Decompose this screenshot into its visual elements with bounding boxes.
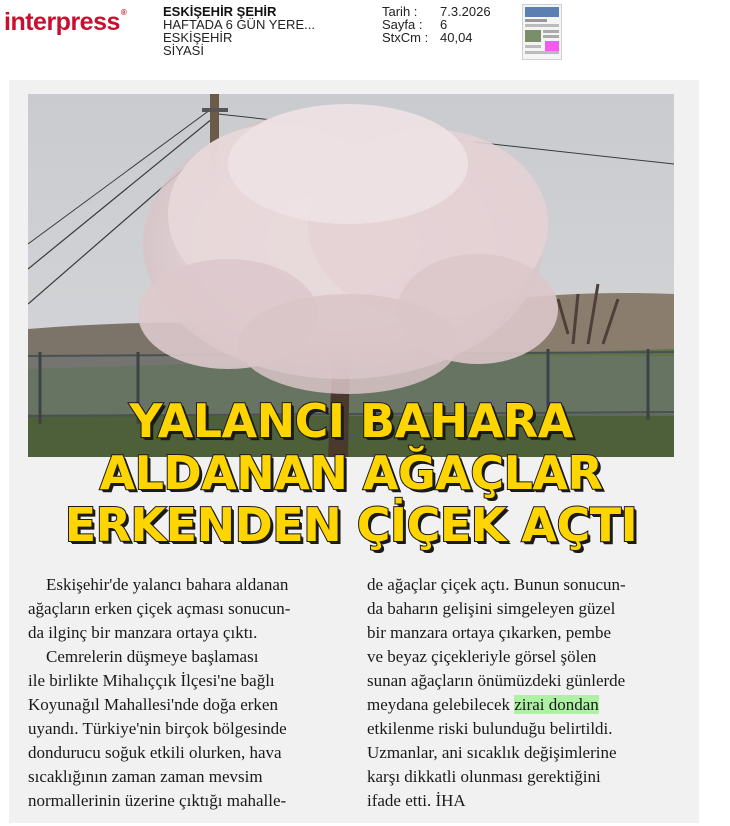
text-line: karşı dikkatli olunması gerektiğini: [367, 767, 601, 786]
text-line: da ilginç bir manzara ortaya çıktı.: [28, 623, 258, 642]
article-column-right: [367, 573, 687, 813]
text-line: sıcaklığının zaman zaman mevsim: [28, 767, 263, 786]
publication-name: ESKİŞEHİR ŞEHİR: [163, 4, 277, 19]
date-label: Tarih :: [382, 4, 418, 19]
size-value: 40,04: [440, 30, 473, 45]
interpress-logo: interpress®: [4, 8, 127, 36]
size-label: StxCm :: [382, 30, 429, 45]
text-line: Uzmanlar, ani sıcaklık değişimlerine: [367, 743, 617, 762]
text-line: Cemrelerin düşmeye başlaması: [46, 647, 259, 666]
date-value: 7.3.2026: [440, 4, 491, 19]
paragraph-2: [28, 645, 348, 813]
headline-line-1: YALANCI BAHARA: [129, 394, 573, 448]
text-line: ve beyaz çiçekleriyle görsel şölen: [367, 647, 597, 666]
clipping-meta: [382, 5, 491, 44]
text-line: da baharın gelişini simgeleyen güzel: [367, 599, 616, 618]
text-line: sunan ağaçların önümüzdeki günlerde: [367, 671, 626, 690]
text-line: ağaçların erken çiçek açması sonucun-: [28, 599, 291, 618]
text-fragment: meydana gelebilecek: [367, 695, 515, 714]
text-line: ifade etti. İHA: [367, 791, 466, 810]
text-line: Koyunağıl Mahallesi'nde doğa erken: [28, 695, 278, 714]
text-line: ile birlikte Mihalıççık İlçesi'ne bağlı: [28, 671, 275, 690]
paragraph-2-continued: [367, 573, 687, 813]
newspaper-page-thumbnail[interactable]: [522, 4, 562, 60]
text-line: normallerinin üzerine çıktığı mahalle-: [28, 791, 287, 810]
text-line: bir manzara ortaya çıkarken, pembe: [367, 623, 612, 642]
size-row: [382, 31, 491, 44]
headline: [20, 395, 682, 551]
article-column-left: [28, 573, 348, 813]
text-line: etkilenme riski bulunduğu belirtildi.: [367, 719, 613, 738]
text-line: dondurucu soğuk etkili olurken, hava: [28, 743, 282, 762]
highlighted-keyword: zirai dondan: [514, 695, 599, 714]
paragraph-1: [28, 573, 348, 645]
text-line: uyandı. Türkiye'nin birçok bölgesinde: [28, 719, 287, 738]
headline-line-2: ALDANAN AĞAÇLAR: [99, 446, 603, 500]
text-line: de ağaçlar çiçek açtı. Bunun sonucun-: [367, 575, 626, 594]
page-label: Sayfa :: [382, 17, 423, 32]
text-line: Eskişehir'de yalancı bahara aldanan: [46, 575, 289, 594]
publication-city: ESKİŞEHİR: [163, 30, 233, 45]
article-title-short: HAFTADA 6 GÜN YERE...: [163, 17, 315, 32]
publication-category: SİYASİ: [163, 43, 204, 58]
publication-info: [163, 5, 315, 57]
text-line: [367, 693, 687, 717]
page-value: 6: [440, 17, 448, 32]
headline-line-3: ERKENDEN ÇİÇEK AÇTI: [64, 498, 638, 552]
